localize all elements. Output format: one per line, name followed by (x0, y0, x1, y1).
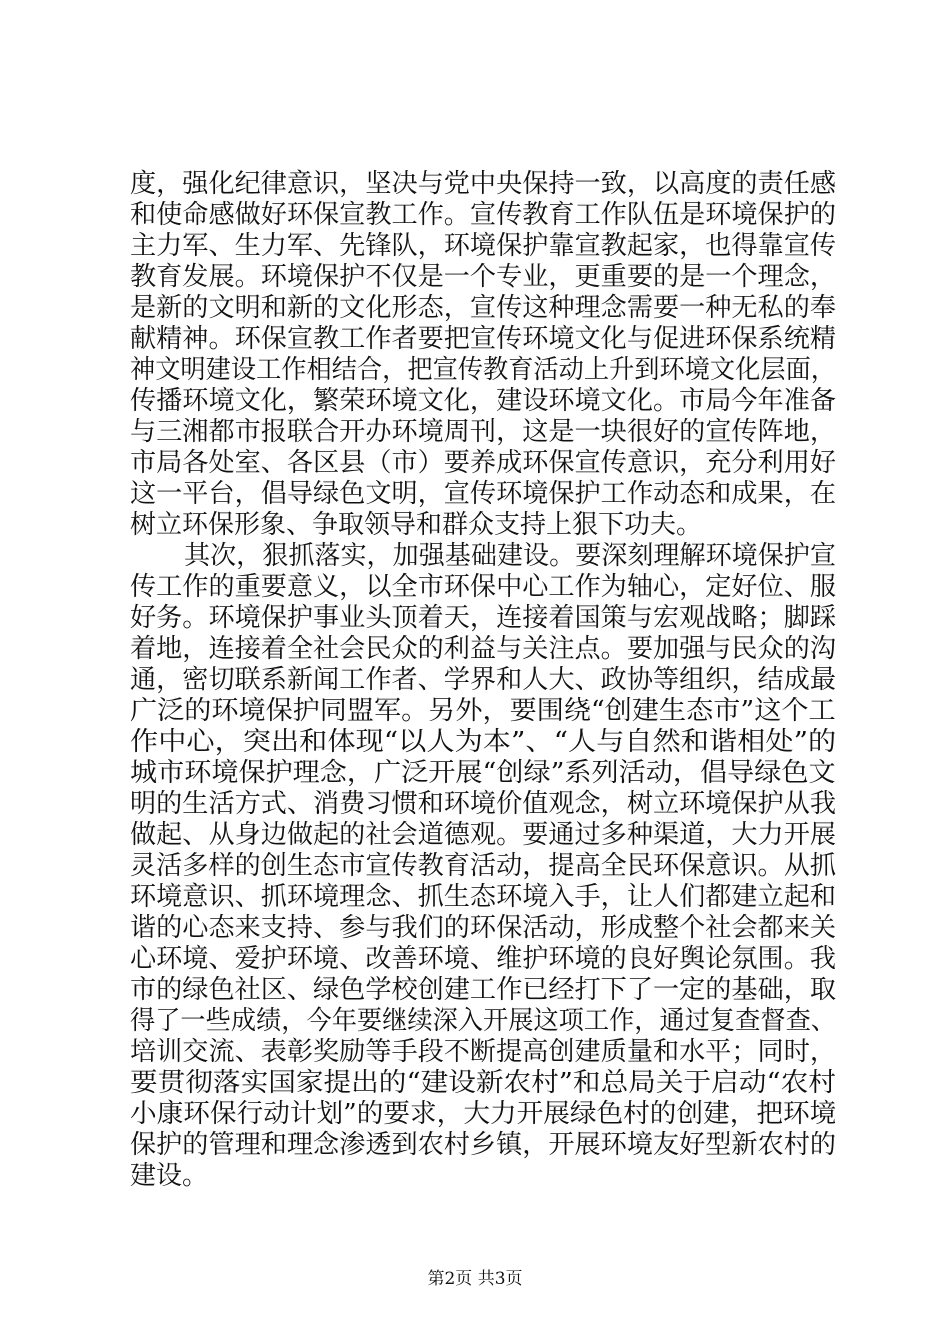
paragraph-1-line: 传播环境文化，繁荣环境文化，建设环境文化。市局今年准备 (130, 386, 837, 416)
paragraph-2-line: 培训交流、表彰奖励等手段不断提高创建质量和水平；同时， (130, 1037, 837, 1067)
paragraph-2-line: 明的生活方式、消费习惯和环境价值观念，树立环境保护从我 (130, 789, 837, 819)
paragraph-1-line: 神文明建设工作相结合，把宣传教育活动上升到环境文化层面， (130, 355, 837, 385)
paragraph-2-line: 谐的心态来支持、参与我们的环保活动，形成整个社会都来关 (130, 913, 837, 943)
paragraph-1-line: 度，强化纪律意识，坚决与党中央保持一致，以高度的责任感 (130, 169, 837, 199)
paragraph-2-line: 建设。 (130, 1161, 209, 1191)
paragraph-2-line: 得了一些成绩，今年要继续深入开展这项工作，通过复查督查、 (130, 1006, 837, 1036)
paragraph-1-line: 与三湘都市报联合开办环境周刊，这是一块很好的宣传阵地， (130, 417, 837, 447)
paragraph-2-line: 小康环保行动计划”的要求，大力开展绿色村的创建，把环境 (130, 1099, 837, 1129)
paragraph-2-line: 心环境、爱护环境、改善环境、维护环境的良好舆论氛围。我 (130, 944, 837, 974)
paragraph-2-line: 广泛的环境保护同盟军。另外，要围绕“创建生态市”这个工 (130, 696, 836, 726)
paragraph-2-line: 环境意识、抓环境理念、抓生态环境入手，让人们都建立起和 (130, 882, 837, 912)
paragraph-2-line: 城市环境保护理念，广泛开展“创绿”系列活动，倡导绿色文 (130, 758, 836, 788)
paragraph-2-line: 着地，连接着全社会民众的利益与关注点。要加强与民众的沟 (130, 634, 837, 664)
paragraph-1-line: 是新的文明和新的文化形态，宣传这种理念需要一种无私的奉 (130, 293, 837, 323)
paragraph-1-line: 教育发展。环境保护不仅是一个专业，更重要的是一个理念， (130, 262, 837, 292)
paragraph-2-line: 市的绿色社区、绿色学校创建工作已经打下了一定的基础，取 (130, 975, 837, 1005)
page-footer: 第2页 共3页 (427, 1269, 523, 1289)
paragraph-1-line: 和使命感做好环保宣教工作。宣传教育工作队伍是环境保护的 (130, 200, 837, 230)
paragraph-1-line: 献精神。环保宣教工作者要把宣传环境文化与促进环保系统精 (130, 324, 837, 354)
paragraph-2-line: 作中心，突出和体现“以人为本”、“人与自然和谐相处”的 (130, 727, 837, 757)
paragraph-2-line: 灵活多样的创生态市宣传教育活动，提高全民环保意识。从抓 (130, 851, 837, 881)
paragraph-1-line: 市局各处室、各区县（市）要养成环保宣传意识，充分利用好 (130, 448, 837, 478)
paragraph-2-line: 传工作的重要意义，以全市环保中心工作为轴心，定好位、服 (130, 572, 837, 602)
paragraph-2-line: 保护的管理和理念渗透到农村乡镇，开展环境友好型新农村的 (130, 1130, 837, 1160)
paragraph-2-line: 好务。环境保护事业头顶着天，连接着国策与宏观战略；脚踩 (130, 603, 837, 633)
paragraph-2-line: 通，密切联系新闻工作者、学界和人大、政协等组织，结成最 (130, 665, 837, 695)
paragraph-1-line: 树立环保形象、争取领导和群众支持上狠下功夫。 (130, 510, 703, 540)
paragraph-2-line: 其次，狠抓落实，加强基础建设。要深刻理解环境保护宣 (184, 541, 837, 571)
paragraph-2-line: 要贯彻落实国家提出的“建设新农村”和总局关于启动“农村 (130, 1068, 836, 1098)
paragraph-1-line: 主力军、生力军、先锋队，环境保护靠宣教起家，也得靠宣传 (130, 231, 837, 261)
paragraph-2-line: 做起、从身边做起的社会道德观。要通过多种渠道，大力开展 (130, 820, 837, 850)
paragraph-1-line: 这一平台，倡导绿色文明，宣传环境保护工作动态和成果，在 (130, 479, 837, 509)
